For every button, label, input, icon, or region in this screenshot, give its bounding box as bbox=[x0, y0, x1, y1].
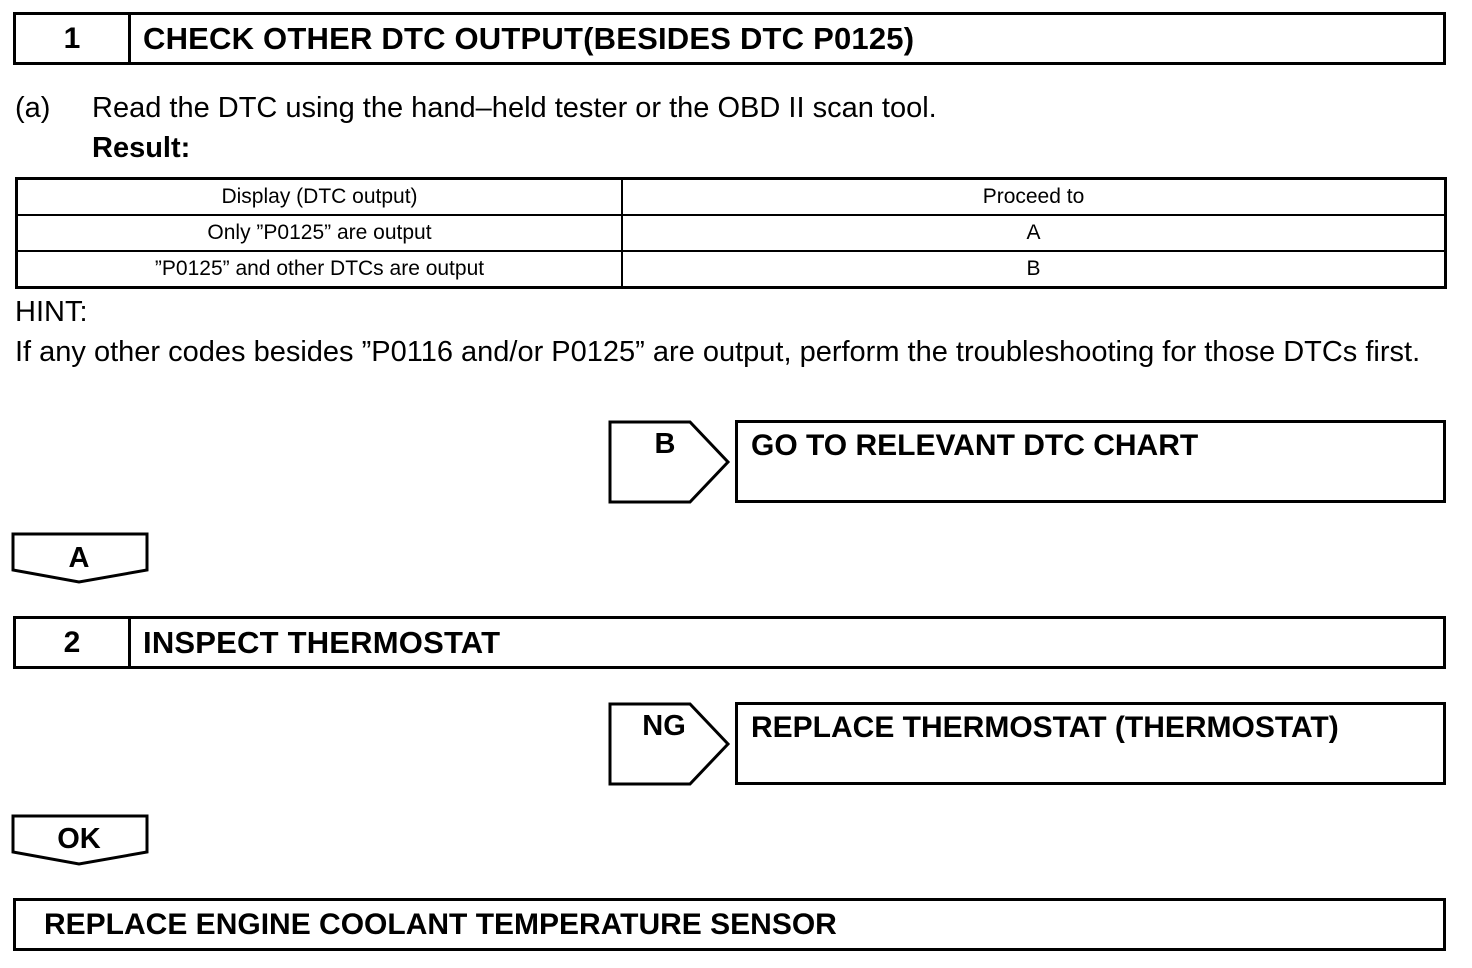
hint-label: HINT: bbox=[15, 296, 88, 328]
branch-ng-action-text: REPLACE THERMOSTAT (THERMOSTAT) bbox=[751, 711, 1339, 744]
table-header-row bbox=[17, 179, 1446, 216]
branch-ok-label: OK bbox=[57, 823, 101, 855]
table-cell-proceed: A bbox=[622, 215, 1446, 251]
table-header-display: Display (DTC output) bbox=[17, 179, 623, 216]
instruction-label: (a) bbox=[15, 92, 51, 124]
result-table bbox=[15, 177, 1447, 289]
branch-b-action-text: GO TO RELEVANT DTC CHART bbox=[751, 429, 1199, 462]
table-cell-display: ”P0125” and other DTCs are output bbox=[17, 251, 623, 288]
final-action-text: REPLACE ENGINE COOLANT TEMPERATURE SENSOR bbox=[44, 907, 837, 941]
instruction-text: Read the DTC using the hand–held tester or the OBD II scan tool. bbox=[92, 92, 937, 124]
step-2-header bbox=[13, 616, 1446, 669]
hint-text: If any other codes besides ”P0116 and/or P0125” are output, perform the troubleshooting for those DTCs first. bbox=[15, 336, 1421, 368]
step-1-title: CHECK OTHER DTC OUTPUT(BESIDES DTC P0125) bbox=[143, 20, 915, 56]
branch-b-label: B bbox=[654, 428, 676, 460]
step-1-number: 1 bbox=[16, 15, 131, 62]
result-label: Result: bbox=[92, 132, 191, 164]
step-2-title: INSPECT THERMOSTAT bbox=[143, 624, 501, 660]
branch-b-action-box bbox=[735, 420, 1446, 503]
branch-ng-action-box bbox=[735, 702, 1446, 785]
table-cell-display: Only ”P0125” are output bbox=[17, 215, 623, 251]
table-row bbox=[17, 251, 1446, 288]
final-action-box bbox=[13, 898, 1446, 951]
table-cell-proceed: B bbox=[622, 251, 1446, 288]
step-1-header bbox=[13, 12, 1446, 65]
branch-a-label: A bbox=[68, 542, 90, 574]
table-header-proceed: Proceed to bbox=[622, 179, 1446, 216]
branch-ng-label: NG bbox=[642, 710, 686, 742]
step-2-number: 2 bbox=[16, 619, 131, 666]
table-row bbox=[17, 215, 1446, 251]
